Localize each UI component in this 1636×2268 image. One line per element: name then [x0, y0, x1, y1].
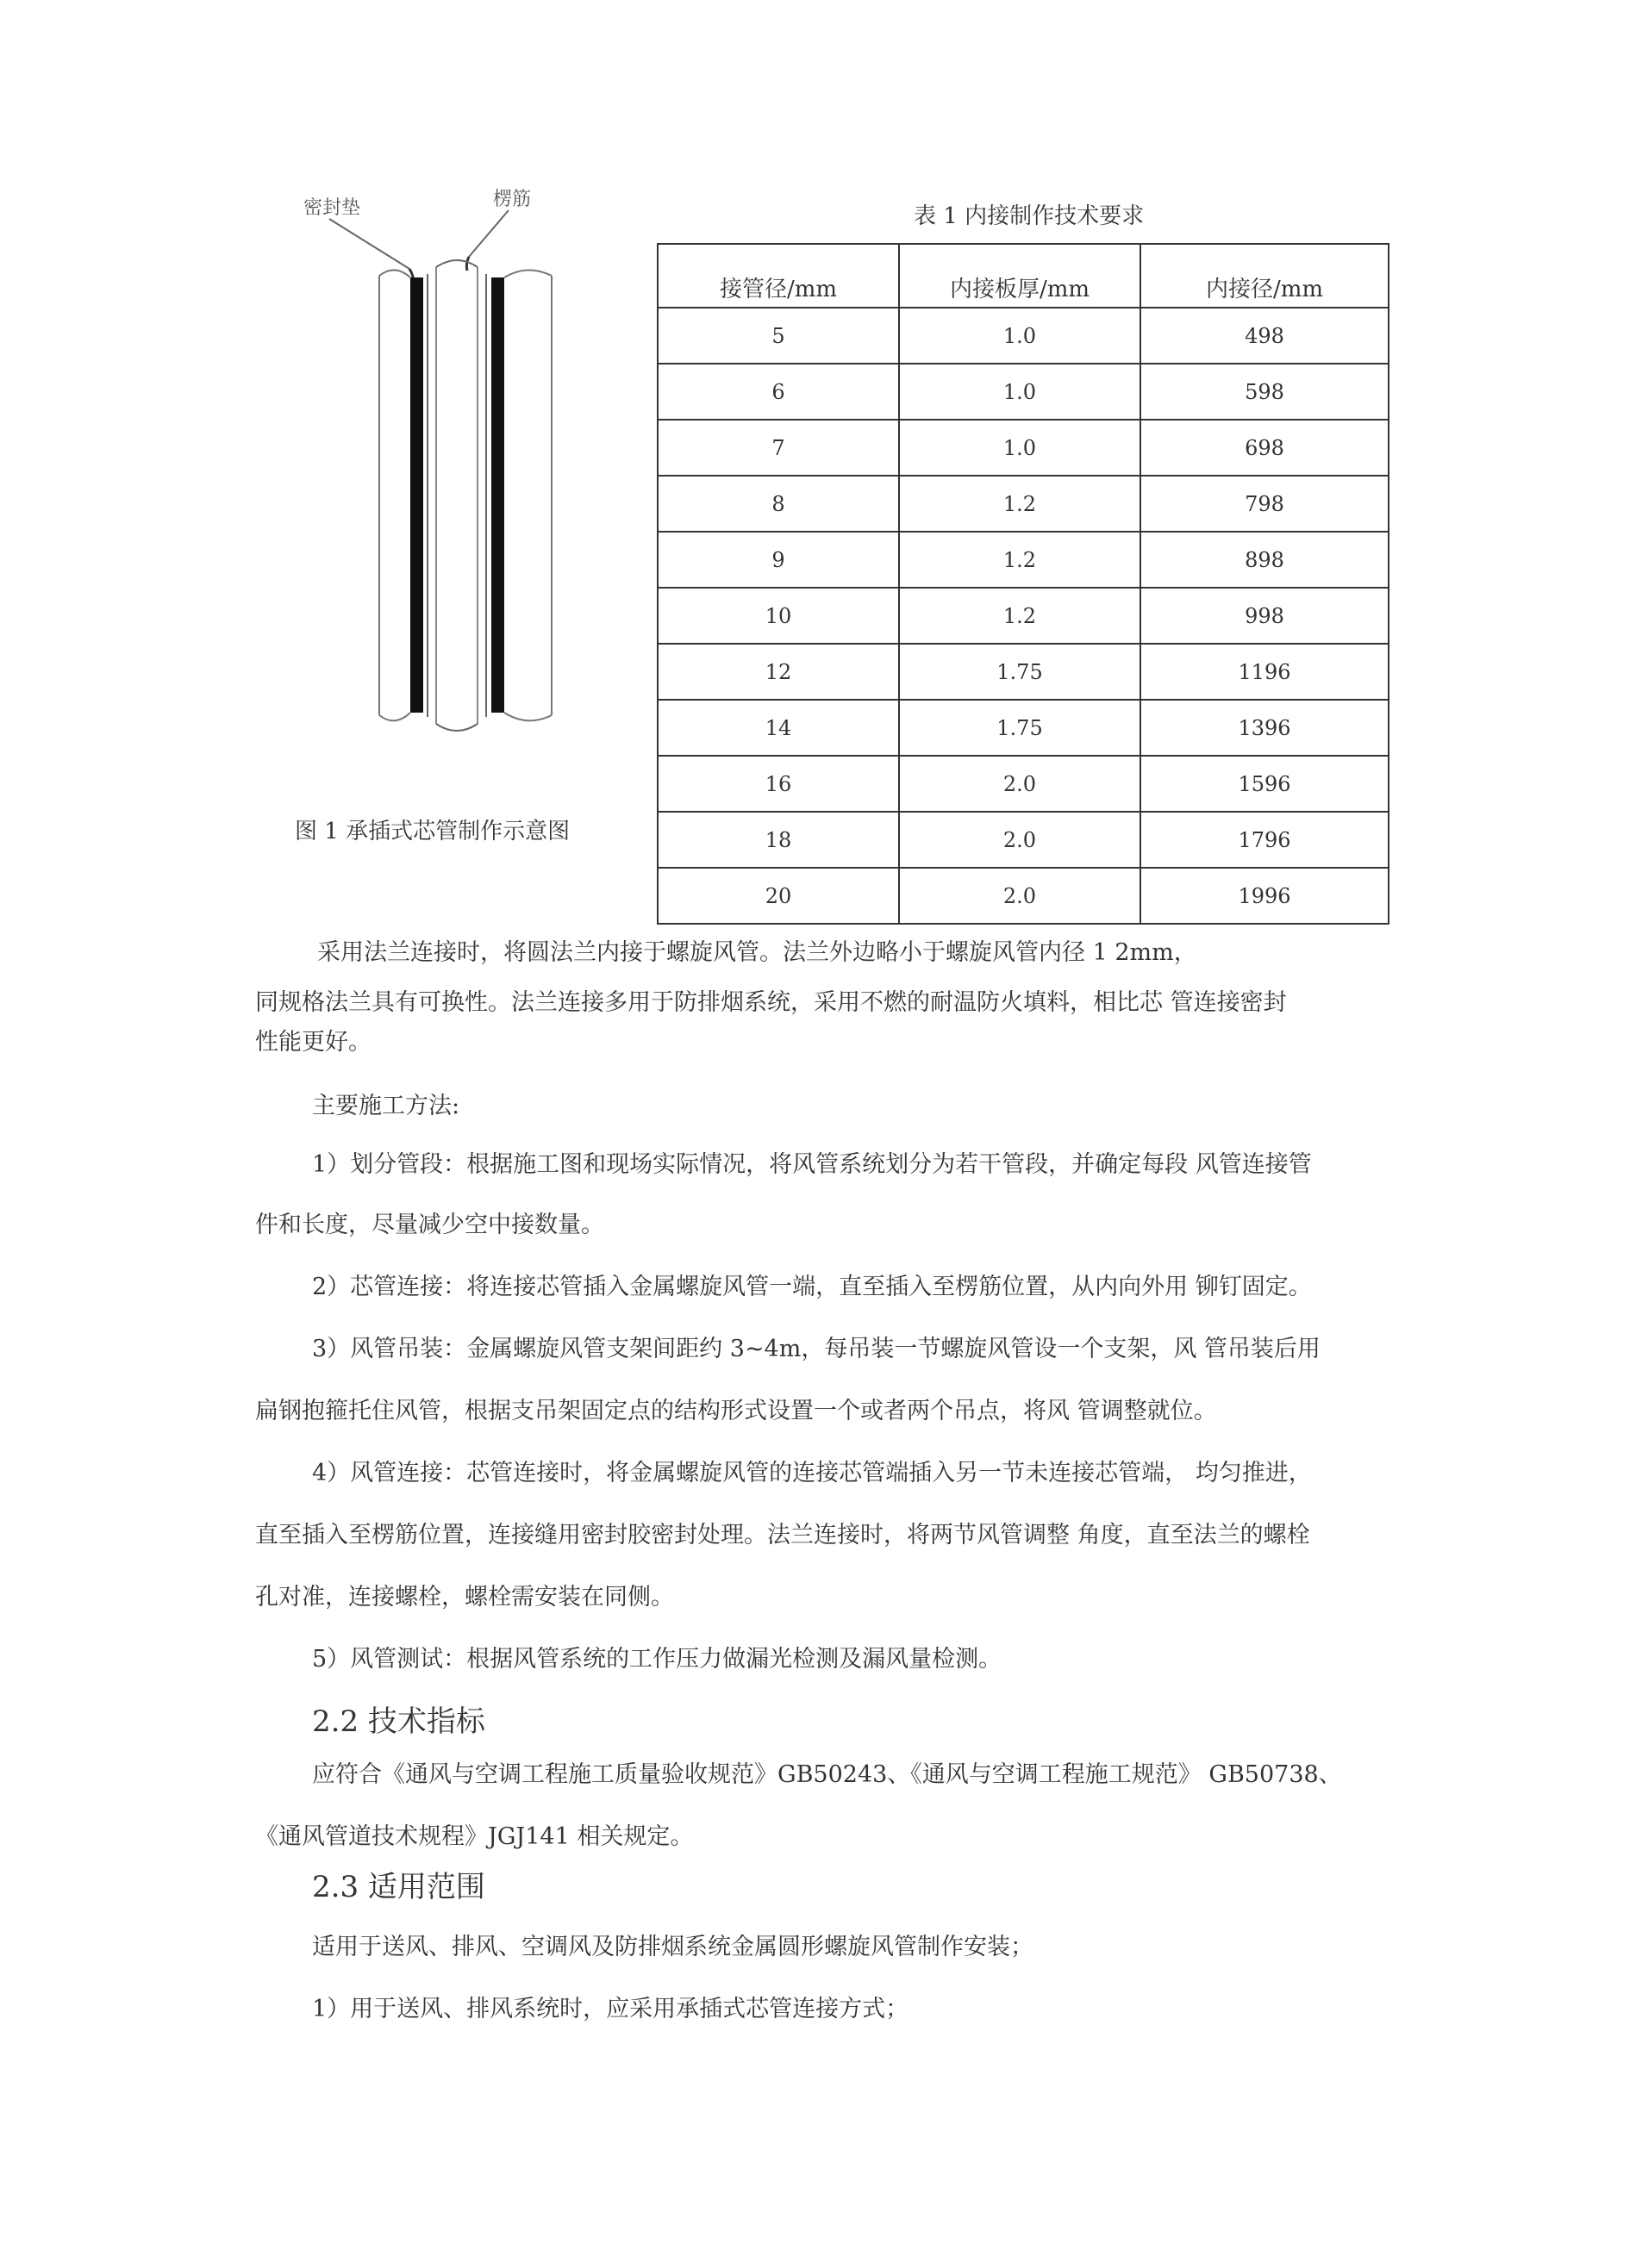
methods-title: 主要施工方法: — [312, 1093, 460, 1119]
table-cell: 898 — [1140, 532, 1389, 588]
table-cell: 2.0 — [899, 812, 1140, 868]
table-cell: 598 — [1140, 364, 1389, 420]
figure-1 — [276, 181, 621, 741]
table-row — [658, 308, 1389, 364]
table-cell: 9 — [658, 532, 899, 588]
table-cell: 1196 — [1140, 644, 1389, 700]
heading-2-3: 2.3 适用范围 — [312, 1870, 485, 1904]
table-cell: 798 — [1140, 476, 1389, 532]
table-row — [658, 476, 1389, 532]
table-cell: 1.2 — [899, 588, 1140, 644]
table-cell: 2.0 — [899, 756, 1140, 812]
method-4-line-3: 孔对准，连接螺栓，螺栓需安装在同侧。 — [255, 1584, 674, 1611]
table-cell: 1996 — [1140, 868, 1389, 924]
table-row — [658, 700, 1389, 756]
paragraph-flange-line-1: 采用法兰连接时，将圆法兰内接于螺旋风管。法兰外边略小于螺旋风管内径 1 2mm， — [317, 939, 1197, 966]
table-cell: 1.0 — [899, 308, 1140, 364]
table-cell: 698 — [1140, 420, 1389, 476]
method-4-line-1: 4）风管连接：芯管连接时，将金属螺旋风管的连接芯管端插入另一节未连接芯管端， 均匀推进， — [312, 1460, 1312, 1486]
table-cell: 1.2 — [899, 532, 1140, 588]
method-5-line-1: 5）风管测试：根据风管系统的工作压力做漏光检测及漏风量检测。 — [312, 1646, 1002, 1673]
table-row — [658, 644, 1389, 700]
table-row — [658, 756, 1389, 812]
table-cell: 1.75 — [899, 644, 1140, 700]
table-cell: 1596 — [1140, 756, 1389, 812]
header-cell: 接管径/mm — [658, 244, 899, 308]
method-2-line-1: 2）芯管连接：将连接芯管插入金属螺旋风管一端，直至插入至楞筋位置，从内向外用 铆钉固定。 — [312, 1274, 1312, 1300]
paragraph-2-2-line-1: 应符合《通风与空调工程施工质量验收规范》GB50243、《通风与空调工程施工规范》 GB50738、 — [312, 1761, 1342, 1788]
table-header-row — [658, 244, 1389, 308]
table-cell: 1.2 — [899, 476, 1140, 532]
method-3-line-1: 3）风管吊装：金属螺旋风管支架间距约 3~4m，每吊装一节螺旋风管设一个支架，风 管吊装后用 — [312, 1336, 1321, 1362]
table-cell: 1.75 — [899, 700, 1140, 756]
table-cell: 18 — [658, 812, 899, 868]
table-cell: 2.0 — [899, 868, 1140, 924]
heading-2-2: 2.2 技术指标 — [312, 1704, 485, 1739]
table-cell: 12 — [658, 644, 899, 700]
paragraph-2-3-line-1: 适用于送风、排风、空调风及防排烟系统金属圆形螺旋风管制作安装； — [312, 1934, 1033, 1960]
table-row — [658, 532, 1389, 588]
method-1-line-2: 件和长度，尽量减少空中接数量。 — [255, 1212, 604, 1238]
table-row — [658, 420, 1389, 476]
figure-caption: 图 1 承插式芯管制作示意图 — [295, 819, 571, 844]
method-1-line-1: 1）划分管段：根据施工图和现场实际情况，将风管系统划分为若干管段，并确定每段 风管连接管 — [312, 1151, 1312, 1178]
table-row — [658, 364, 1389, 420]
paragraph-flange-line-3: 性能更好。 — [255, 1029, 372, 1056]
table-row — [658, 588, 1389, 644]
method-4-line-2: 直至插入至楞筋位置，连接缝用密封胶密封处理。法兰连接时，将两节风管调整 角度，直至法兰的螺栓 — [255, 1522, 1310, 1548]
paragraph-2-2-line-2: 《通风管道技术规程》JGJ141 相关规定。 — [255, 1823, 694, 1850]
table-cell: 5 — [658, 308, 899, 364]
paragraph-2-3-line-2: 1）用于送风、排风系统时，应采用承插式芯管连接方式； — [312, 1996, 909, 2022]
table-cell: 1.0 — [899, 364, 1140, 420]
method-3-line-2: 扁钢抱箍托住风管，根据支吊架固定点的结构形式设置一个或者两个吊点，将风 管调整就位。 — [255, 1398, 1217, 1424]
table-cell: 20 — [658, 868, 899, 924]
paragraph-flange-line-2: 同规格法兰具有可换性。法兰连接多用于防排烟系统，采用不燃的耐温防火填料，相比芯 管连接密封 — [255, 989, 1287, 1016]
table-cell: 1396 — [1140, 700, 1389, 756]
table-row — [658, 812, 1389, 868]
table-title: 表 1 内接制作技术要求 — [914, 203, 1145, 229]
table-cell: 14 — [658, 700, 899, 756]
table-cell: 7 — [658, 420, 899, 476]
header-cell: 内接板厚/mm — [899, 244, 1140, 308]
spec-table — [657, 243, 1389, 925]
table-cell: 1.0 — [899, 420, 1140, 476]
header-cell: 内接径/mm — [1140, 244, 1389, 308]
table-cell: 10 — [658, 588, 899, 644]
rib-label: 楞筋 — [493, 189, 532, 210]
table-cell: 8 — [658, 476, 899, 532]
seal-gasket-label: 密封垫 — [303, 197, 361, 219]
table-row — [658, 868, 1389, 924]
table-cell: 998 — [1140, 588, 1389, 644]
table-cell: 498 — [1140, 308, 1389, 364]
table-cell: 1796 — [1140, 812, 1389, 868]
core-pipe-diagram — [276, 181, 621, 741]
table-cell: 16 — [658, 756, 899, 812]
table-cell: 6 — [658, 364, 899, 420]
